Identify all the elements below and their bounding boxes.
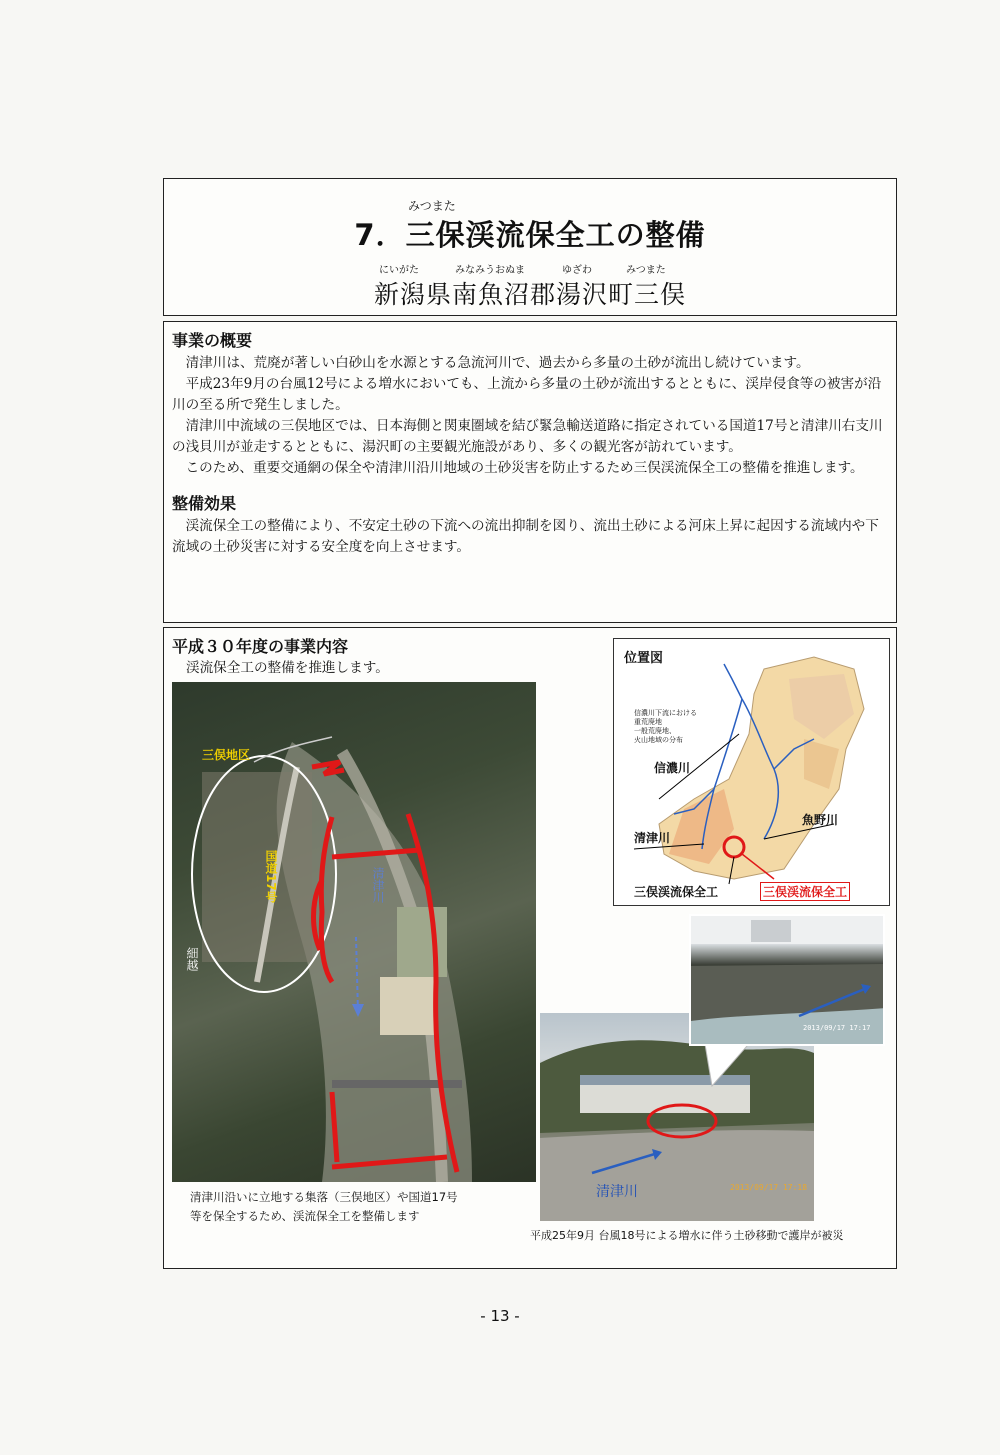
- effect-text: 渓流保全工の整備により、不安定土砂の下流への流出抑制を図り、流出土砂による河床上昇に起因する流域内や下流域の土砂災害に対する安全度を向上させます。: [172, 518, 879, 555]
- map-title: 位置図: [624, 651, 664, 666]
- aerial-caption-line-1: 清津川沿いに立地する集落（三俣地区）や国道17号: [190, 1190, 458, 1204]
- map-legend-2: 重荒廃地: [634, 718, 662, 726]
- river-photo-label: 清津川: [596, 1184, 638, 1200]
- timestamp-inset: 2013/09/17 17:17: [803, 1024, 871, 1032]
- location-title: 新潟県南魚沼郡湯沢町三俣: [373, 280, 686, 309]
- title-box: [163, 178, 897, 316]
- label-river-aerial: 清津川: [371, 867, 385, 903]
- label-district: 三俣地区: [202, 748, 251, 762]
- page-number: - 13 -: [480, 1307, 520, 1325]
- page-title: [164, 213, 896, 254]
- overview-para-2: 平成23年9月の台風12号による増水においても、上流から多量の土砂が流出するとともに、渓岸侵食等の被害が沿川の至る所で発生しました。: [172, 376, 882, 413]
- overview-box: [163, 321, 897, 623]
- map-legend-4: 火山地域の分布: [634, 736, 683, 744]
- title-number: 7．: [354, 218, 406, 252]
- map-label-kiyotsu: 清津川: [634, 831, 671, 845]
- loc-ruby-2: みなみうおぬま: [455, 265, 525, 276]
- overview-para-4: このため、重要交通網の保全や清津川沿川地域の土砂災害を防止するため三俣渓流保全工の整備を推進します。: [185, 460, 864, 476]
- aerial-caption-line-2: 等を保全するため、渓流保全工を整備します: [190, 1209, 420, 1223]
- title-ruby: みつまた: [408, 199, 456, 213]
- label-route17: 国道17号: [264, 850, 278, 903]
- overview-heading: 事業の概要: [172, 331, 253, 350]
- plan-heading: 平成３０年度の事業内容: [172, 637, 349, 656]
- photo-caption: 平成25年9月 台風18号による増水に伴う土砂移動で護岸が被災: [530, 1229, 844, 1242]
- map-legend-1: 信濃川下流における: [634, 709, 697, 717]
- aerial-caption: [190, 1188, 458, 1226]
- loc-ruby-4: みつまた: [626, 265, 666, 276]
- aerial-photo: [172, 682, 536, 1182]
- map-legend-3: 一般荒廃地、: [634, 727, 676, 735]
- map-label-site-red: 三俣渓流保全工: [760, 882, 850, 901]
- location-map: [613, 638, 890, 906]
- inset-photo: [689, 914, 885, 1046]
- label-side: 細越: [185, 947, 199, 971]
- plan-subtext: 渓流保全工の整備を推進します。: [186, 660, 389, 676]
- overview-para-3: 清津川中流域の三俣地区では、日本海側と関東圏域を結び緊急輸送道路に指定されている国道17号と清津川右支川の浅貝川が並走するとともに、湯沢町の主要観光施設があり、多くの観光客が訪れています。: [172, 418, 883, 455]
- map-legend: [634, 709, 697, 745]
- effect-heading: 整備効果: [172, 494, 237, 513]
- plan-box: [163, 627, 897, 1269]
- title-main: 三保渓流保全工の整備: [405, 218, 706, 252]
- map-label-site-black: 三俣渓流保全工: [634, 885, 719, 899]
- loc-ruby-1: にいがた: [379, 265, 419, 276]
- timestamp-main: 2013/09/17 17:18: [730, 1183, 808, 1192]
- map-label-uono: 魚野川: [802, 813, 839, 827]
- map-label-shinano: 信濃川: [654, 761, 691, 775]
- loc-ruby-3: ゆざわ: [562, 265, 592, 276]
- overview-para-1: 清津川は、荒廃が著しい白砂山を水源とする急流河川で、過去から多量の土砂が流出し続けています。: [185, 355, 810, 371]
